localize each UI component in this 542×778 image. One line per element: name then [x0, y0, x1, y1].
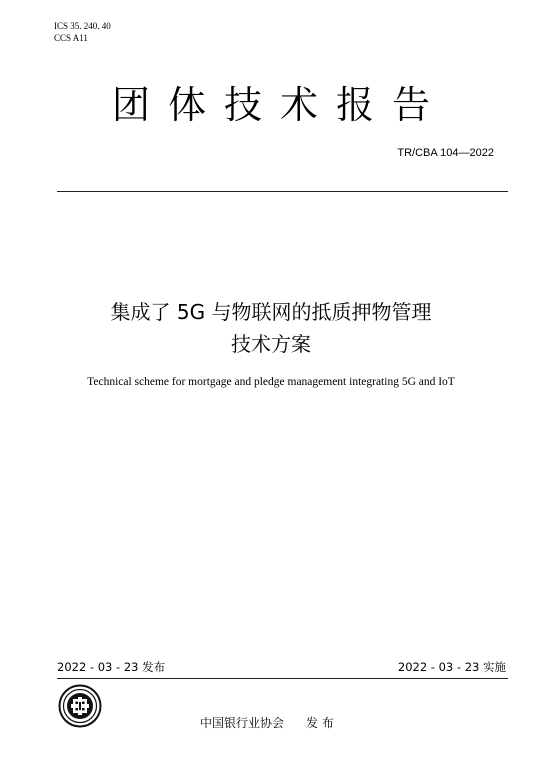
ccs-code: CCS A11	[54, 33, 88, 43]
cba-emblem-icon	[58, 684, 102, 728]
report-type-title: 团体技术报告	[111, 83, 448, 127]
publisher-name: 中国银行业协会	[200, 716, 285, 730]
document-number: TR/CBA 104—2022	[397, 147, 494, 159]
publish-action: 发 布	[306, 716, 334, 730]
publisher-line	[200, 714, 334, 731]
english-title: Technical scheme for mortgage and pledge management integrating 5G and IoT	[87, 376, 455, 388]
implement-date: 2022 - 03 - 23 实施	[397, 660, 506, 674]
publish-date: 2022 - 03 - 23 发布	[57, 660, 166, 674]
classification-codes	[54, 20, 111, 44]
chinese-title-line-2: 技术方案	[231, 332, 311, 356]
ics-code: ICS 35. 240. 40	[54, 21, 111, 31]
chinese-title	[0, 296, 542, 360]
chinese-title-line-1: 集成了 5G 与物联网的抵质押物管理	[110, 300, 432, 324]
top-divider	[57, 191, 508, 192]
bottom-divider	[57, 678, 508, 679]
